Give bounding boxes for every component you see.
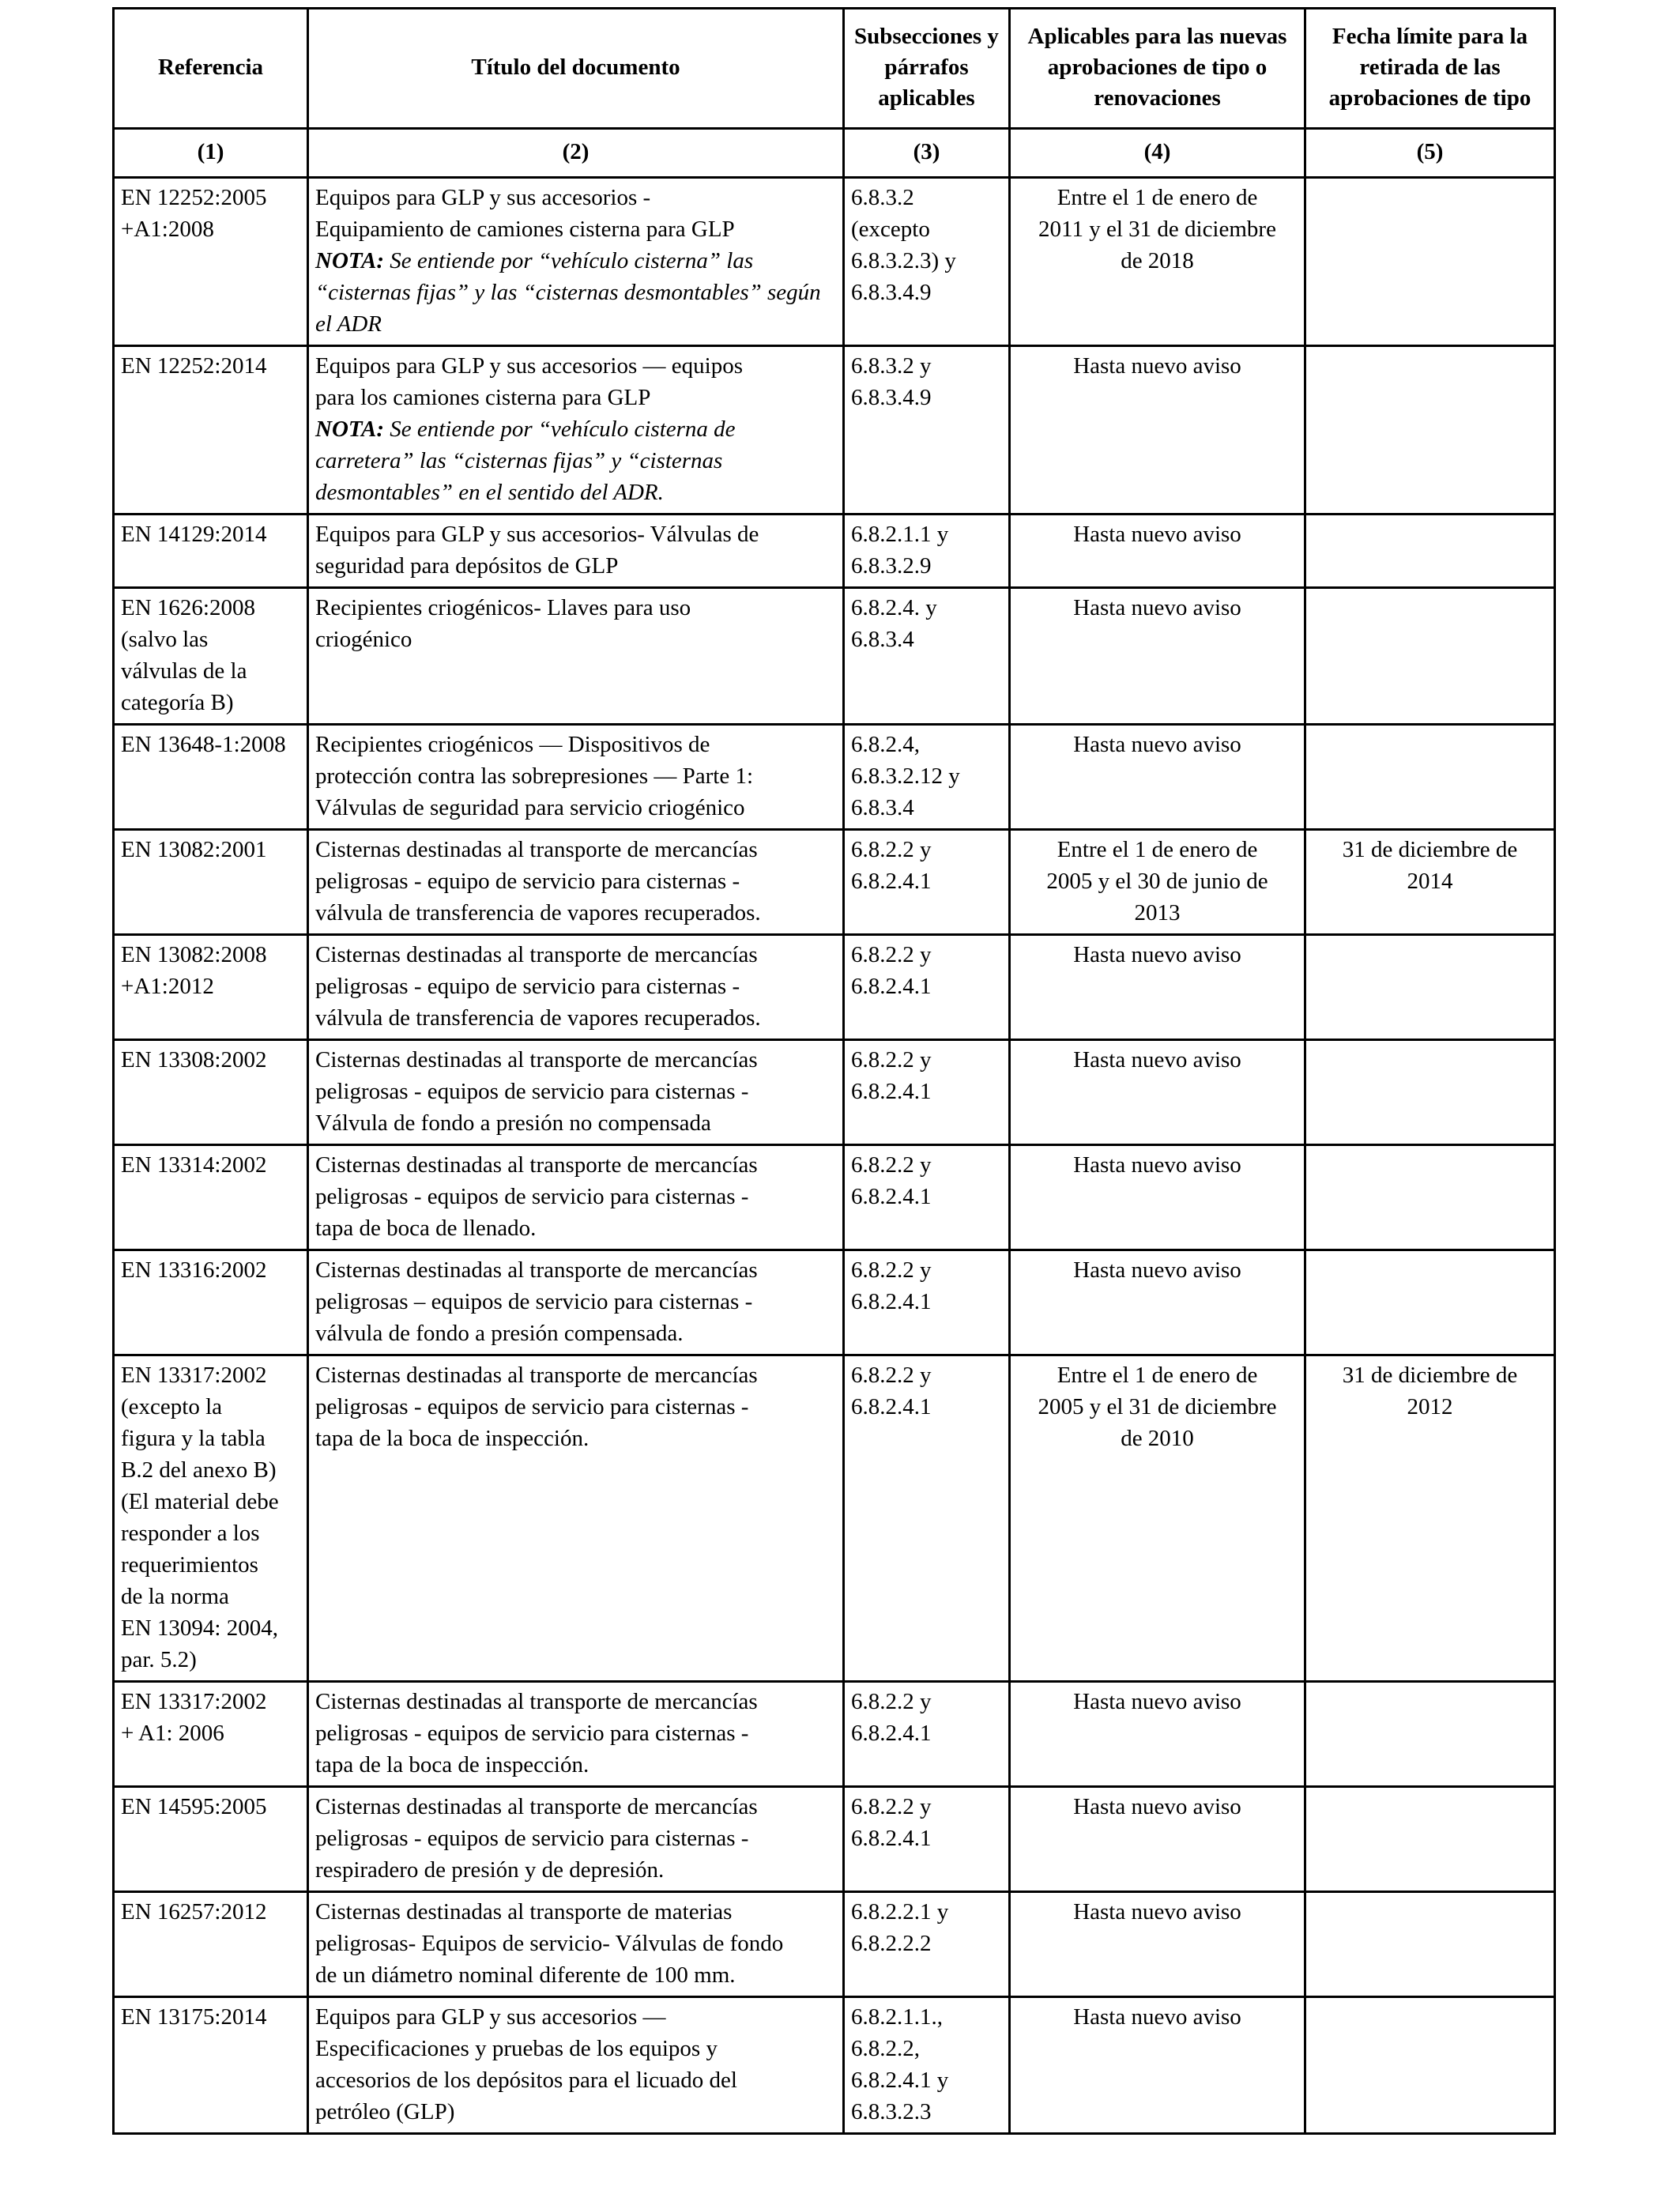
cell-line: Recipientes criogénicos- Llaves para uso (315, 595, 691, 620)
cell-line: 6.8.3.2.9 (851, 553, 932, 579)
cell-line: Equipamiento de camiones cisterna para GLP (315, 217, 735, 242)
document-title-cell (308, 1892, 844, 1997)
cell-line: 6.8.3.4 (851, 627, 914, 652)
cell-line: respiradero de presión y de depresión. (315, 1857, 665, 1883)
table-row (114, 1250, 1555, 1355)
cell-line: Equipos para GLP y sus accesorios- Válvulas de (315, 522, 759, 547)
reference-cell (114, 830, 308, 935)
applicable-cell (1010, 1040, 1305, 1145)
note-body: Se entiende por “vehículo cisterna” las “cisternas fijas” y las “cisternas desmontables” según el ADR (315, 248, 821, 337)
table-row (114, 1892, 1555, 1997)
document-title-cell (308, 588, 844, 725)
cell-line: válvula de transferencia de vapores recuperados. (315, 1005, 761, 1031)
deadline-cell (1305, 1682, 1555, 1787)
column-number-3: (3) (844, 129, 1010, 178)
cell-line: Cisternas destinadas al transporte de mercancías (315, 1047, 758, 1072)
table-body (114, 178, 1555, 2134)
cell-line: Cisternas destinadas al transporte de materias (315, 1899, 733, 1924)
cell-line: peligrosas - equipos de servicio para cisternas - (315, 1394, 749, 1419)
applicable-cell (1010, 346, 1305, 515)
cell-line: +A1:2008 (121, 217, 214, 242)
cell-line: EN 14129:2014 (121, 522, 267, 547)
subsections-cell (844, 346, 1010, 515)
document-title-cell (308, 830, 844, 935)
document-title-cell (308, 1040, 844, 1145)
cell-line: Entre el 1 de enero de (1057, 185, 1258, 210)
deadline-cell (1305, 1997, 1555, 2134)
cell-line: tapa de la boca de inspección. (315, 1426, 590, 1451)
cell-line: 6.8.3.4 (851, 795, 914, 820)
cell-line: 31 de diciembre de (1342, 837, 1518, 862)
applicable-cell (1010, 515, 1305, 588)
cell-line: Cisternas destinadas al transporte de mercancías (315, 837, 758, 862)
cell-line: 6.8.2.2, (851, 2036, 920, 2061)
table-row (114, 935, 1555, 1040)
cell-line: EN 13082:2008 (121, 942, 267, 967)
deadline-cell (1305, 725, 1555, 830)
column-number-2: (2) (308, 129, 844, 178)
cell-line: 2012 (1407, 1394, 1453, 1419)
cell-line: Hasta nuevo aviso (1073, 1152, 1241, 1178)
cell-line: 2005 y el 31 de diciembre (1038, 1394, 1277, 1419)
cell-line: EN 13648-1:2008 (121, 732, 286, 757)
table-row (114, 1682, 1555, 1787)
cell-line: 6.8.2.4. y (851, 595, 937, 620)
header-document-title: Título del documento (308, 9, 844, 129)
applicable-cell (1010, 830, 1305, 935)
subsections-cell (844, 1145, 1010, 1250)
cell-line: 6.8.2.4.1 (851, 1184, 932, 1209)
cell-line: Cisternas destinadas al transporte de mercancías (315, 942, 758, 967)
subsections-cell (844, 588, 1010, 725)
column-number-1: (1) (114, 129, 308, 178)
table-row (114, 1355, 1555, 1682)
cell-line: EN 13175:2014 (121, 2004, 267, 2030)
subsections-cell (844, 1787, 1010, 1892)
reference-cell (114, 515, 308, 588)
cell-line: Cisternas destinadas al transporte de mercancías (315, 1363, 758, 1388)
cell-line: 6.8.2.4.1 (851, 1079, 932, 1104)
subsections-cell (844, 1892, 1010, 1997)
table-row (114, 1787, 1555, 1892)
document-title-cell (308, 178, 844, 346)
deadline-cell (1305, 1145, 1555, 1250)
table-row (114, 1997, 1555, 2134)
cell-line: Equipos para GLP y sus accesorios - (315, 185, 651, 210)
cell-line: 6.8.3.4.9 (851, 280, 932, 305)
applicable-cell (1010, 1355, 1305, 1682)
cell-line: Entre el 1 de enero de (1057, 837, 1258, 862)
cell-line: 6.8.2.4.1 (851, 1289, 932, 1314)
cell-line: 2011 y el 31 de diciembre (1038, 217, 1276, 242)
reference-cell (114, 1892, 308, 1997)
deadline-cell (1305, 1787, 1555, 1892)
header-applicable: Aplicables para las nuevas aprobaciones de tipo o renovaciones (1010, 9, 1305, 129)
cell-line: 6.8.2.2 y (851, 1794, 932, 1819)
reference-cell (114, 1682, 308, 1787)
applicable-cell (1010, 935, 1305, 1040)
cell-line: 6.8.2.4, (851, 732, 920, 757)
cell-line: 6.8.2.4.1 y (851, 2068, 949, 2093)
document-title-cell (308, 1145, 844, 1250)
cell-line: Válvula de fondo a presión no compensada (315, 1110, 711, 1136)
table-row (114, 515, 1555, 588)
cell-line: EN 13082:2001 (121, 837, 267, 862)
standards-table (112, 7, 1556, 2135)
cell-line: de 2010 (1121, 1426, 1194, 1451)
table-row (114, 588, 1555, 725)
reference-cell (114, 1145, 308, 1250)
note-text (315, 245, 836, 340)
cell-line: válvulas de la (121, 658, 247, 684)
header-reference: Referencia (114, 9, 308, 129)
cell-line: figura y la tabla (121, 1426, 266, 1451)
cell-line: 6.8.2.2 y (851, 1047, 932, 1072)
cell-line: 6.8.2.4.1 (851, 1826, 932, 1851)
reference-cell (114, 178, 308, 346)
cell-line: peligrosas - equipos de servicio para cisternas - (315, 1721, 749, 1746)
cell-line: EN 13317:2002 (121, 1689, 267, 1714)
cell-line: de un diámetro nominal diferente de 100 mm. (315, 1962, 736, 1988)
document-title-cell (308, 515, 844, 588)
cell-line: par. 5.2) (121, 1647, 197, 1672)
cell-line: 6.8.2.1.1 y (851, 522, 949, 547)
reference-cell (114, 1040, 308, 1145)
cell-line: petróleo (GLP) (315, 2099, 455, 2124)
applicable-cell (1010, 1892, 1305, 1997)
applicable-cell (1010, 1787, 1305, 1892)
column-number-5: (5) (1305, 129, 1555, 178)
note-body: Se entiende por “vehículo cisterna de carretera” las “cisternas fijas” y “cisternas desmontables” en el sentido del ADR. (315, 417, 736, 505)
reference-cell (114, 588, 308, 725)
document-title-cell (308, 725, 844, 830)
subsections-cell (844, 1997, 1010, 2134)
cell-line: 6.8.2.2 y (851, 1257, 932, 1283)
cell-line: tapa de la boca de inspección. (315, 1752, 590, 1777)
cell-line: EN 13314:2002 (121, 1152, 267, 1178)
cell-line: tapa de boca de llenado. (315, 1216, 537, 1241)
header-deadline: Fecha límite para la retirada de las aprobaciones de tipo (1305, 9, 1555, 129)
cell-line: EN 12252:2014 (121, 353, 267, 379)
cell-line: 6.8.2.4.1 (851, 869, 932, 894)
cell-line: EN 16257:2012 (121, 1899, 267, 1924)
cell-line: Hasta nuevo aviso (1073, 522, 1241, 547)
cell-line: 6.8.2.2.1 y (851, 1899, 949, 1924)
document-title-cell (308, 346, 844, 515)
subsections-cell (844, 1040, 1010, 1145)
reference-cell (114, 1250, 308, 1355)
cell-line: 6.8.3.2 (851, 185, 914, 210)
deadline-cell (1305, 1355, 1555, 1682)
table-row (114, 830, 1555, 935)
cell-line: (El material debe (121, 1489, 279, 1514)
document-title-cell (308, 1997, 844, 2134)
cell-line: Hasta nuevo aviso (1073, 595, 1241, 620)
cell-line: responder a los (121, 1521, 260, 1546)
reference-cell (114, 725, 308, 830)
deadline-cell (1305, 935, 1555, 1040)
cell-line: accesorios de los depósitos para el licuado del (315, 2068, 737, 2093)
cell-line: 6.8.2.4.1 (851, 1394, 932, 1419)
cell-line: Entre el 1 de enero de (1057, 1363, 1258, 1388)
cell-line: EN 13094: 2004, (121, 1615, 278, 1641)
subsections-cell (844, 725, 1010, 830)
subsections-cell (844, 1250, 1010, 1355)
deadline-cell (1305, 830, 1555, 935)
cell-line: 6.8.3.2.3 (851, 2099, 932, 2124)
cell-line: Equipos para GLP y sus accesorios — equipos (315, 353, 743, 379)
cell-line: Hasta nuevo aviso (1073, 1899, 1241, 1924)
cell-line: Hasta nuevo aviso (1073, 1794, 1241, 1819)
reference-cell (114, 1787, 308, 1892)
cell-line: 6.8.2.4.1 (851, 974, 932, 999)
cell-line: peligrosas - equipos de servicio para cisternas - (315, 1079, 749, 1104)
deadline-cell (1305, 346, 1555, 515)
applicable-cell (1010, 1145, 1305, 1250)
cell-line: Válvulas de seguridad para servicio criogénico (315, 795, 745, 820)
subsections-cell (844, 178, 1010, 346)
cell-line: Recipientes criogénicos — Dispositivos de (315, 732, 710, 757)
cell-line: peligrosas - equipo de servicio para cisternas - (315, 974, 740, 999)
cell-line: EN 14595:2005 (121, 1794, 267, 1819)
cell-line: 6.8.2.4.1 (851, 1721, 932, 1746)
deadline-cell (1305, 515, 1555, 588)
cell-line: 6.8.2.2 y (851, 1689, 932, 1714)
deadline-cell (1305, 1250, 1555, 1355)
deadline-cell (1305, 588, 1555, 725)
cell-line: peligrosas - equipos de servicio para cisternas - (315, 1826, 749, 1851)
cell-line: 6.8.2.2 y (851, 942, 932, 967)
table-row (114, 346, 1555, 515)
applicable-cell (1010, 588, 1305, 725)
note-text (315, 413, 836, 508)
cell-line: seguridad para depósitos de GLP (315, 553, 619, 579)
cell-line: +A1:2012 (121, 974, 214, 999)
cell-line: peligrosas- Equipos de servicio- Válvulas de fondo (315, 1931, 784, 1956)
table-row (114, 178, 1555, 346)
cell-line: EN 1626:2008 (121, 595, 255, 620)
column-number-row (114, 129, 1555, 178)
document-title-cell (308, 1787, 844, 1892)
cell-line: peligrosas – equipos de servicio para cisternas - (315, 1289, 753, 1314)
document-title-cell (308, 935, 844, 1040)
cell-line: Equipos para GLP y sus accesorios — (315, 2004, 666, 2030)
cell-line: + A1: 2006 (121, 1721, 224, 1746)
cell-line: 6.8.2.2 y (851, 1152, 932, 1178)
cell-line: EN 13316:2002 (121, 1257, 267, 1283)
cell-line: 6.8.2.2 y (851, 837, 932, 862)
deadline-cell (1305, 178, 1555, 346)
subsections-cell (844, 515, 1010, 588)
document-title-cell (308, 1250, 844, 1355)
table-row (114, 1040, 1555, 1145)
cell-line: de 2018 (1121, 248, 1194, 273)
document-title-cell (308, 1682, 844, 1787)
cell-line: 6.8.2.1.1., (851, 2004, 943, 2030)
subsections-cell (844, 935, 1010, 1040)
cell-line: Hasta nuevo aviso (1073, 353, 1241, 379)
cell-line: Cisternas destinadas al transporte de mercancías (315, 1689, 758, 1714)
applicable-cell (1010, 725, 1305, 830)
cell-line: Cisternas destinadas al transporte de mercancías (315, 1257, 758, 1283)
cell-line: (salvo las (121, 627, 209, 652)
cell-line: B.2 del anexo B) (121, 1457, 277, 1483)
cell-line: requerimientos (121, 1552, 258, 1578)
subsections-cell (844, 1355, 1010, 1682)
header-subsections: Subsecciones y párrafos aplicables (844, 9, 1010, 129)
cell-line: (excepto la (121, 1394, 223, 1419)
column-number-4: (4) (1010, 129, 1305, 178)
note-label: NOTA: (315, 248, 384, 273)
cell-line: EN 13317:2002 (121, 1363, 267, 1388)
deadline-cell (1305, 1040, 1555, 1145)
cell-line: 6.8.3.2.3) y (851, 248, 956, 273)
table-row (114, 1145, 1555, 1250)
reference-cell (114, 346, 308, 515)
cell-line: 2013 (1134, 900, 1181, 925)
table-row (114, 725, 1555, 830)
reference-cell (114, 1355, 308, 1682)
cell-line: peligrosas - equipos de servicio para cisternas - (315, 1184, 749, 1209)
cell-line: 6.8.3.4.9 (851, 385, 932, 410)
cell-line: 2014 (1407, 869, 1453, 894)
note-label: NOTA: (315, 417, 384, 442)
cell-line: Cisternas destinadas al transporte de mercancías (315, 1152, 758, 1178)
cell-line: peligrosas - equipo de servicio para cisternas - (315, 869, 740, 894)
cell-line: válvula de fondo a presión compensada. (315, 1321, 684, 1346)
cell-line: EN 13308:2002 (121, 1047, 267, 1072)
cell-line: Hasta nuevo aviso (1073, 942, 1241, 967)
applicable-cell (1010, 1682, 1305, 1787)
cell-line: Hasta nuevo aviso (1073, 1689, 1241, 1714)
cell-line: EN 12252:2005 (121, 185, 267, 210)
subsections-cell (844, 1682, 1010, 1787)
reference-cell (114, 1997, 308, 2134)
cell-line: 6.8.3.2 y (851, 353, 932, 379)
cell-line: 6.8.3.2.12 y (851, 763, 960, 789)
cell-line: Especificaciones y pruebas de los equipos y (315, 2036, 718, 2061)
cell-line: de la norma (121, 1584, 229, 1609)
reference-cell (114, 935, 308, 1040)
cell-line: 6.8.2.2.2 (851, 1931, 932, 1956)
cell-line: válvula de transferencia de vapores recuperados. (315, 900, 761, 925)
cell-line: Hasta nuevo aviso (1073, 2004, 1241, 2030)
cell-line: Hasta nuevo aviso (1073, 1047, 1241, 1072)
cell-line: 2005 y el 30 de junio de (1046, 869, 1268, 894)
cell-line: Hasta nuevo aviso (1073, 732, 1241, 757)
document-title-cell (308, 1355, 844, 1682)
applicable-cell (1010, 178, 1305, 346)
cell-line: para los camiones cisterna para GLP (315, 385, 651, 410)
cell-line: criogénico (315, 627, 412, 652)
header-row (114, 9, 1555, 129)
cell-line: 6.8.2.2 y (851, 1363, 932, 1388)
cell-line: (excepto (851, 217, 930, 242)
applicable-cell (1010, 1250, 1305, 1355)
cell-line: Hasta nuevo aviso (1073, 1257, 1241, 1283)
cell-line: 31 de diciembre de (1342, 1363, 1518, 1388)
deadline-cell (1305, 1892, 1555, 1997)
subsections-cell (844, 830, 1010, 935)
cell-line: Cisternas destinadas al transporte de mercancías (315, 1794, 758, 1819)
cell-line: protección contra las sobrepresiones — Parte 1: (315, 763, 754, 789)
cell-line: categoría B) (121, 690, 234, 715)
applicable-cell (1010, 1997, 1305, 2134)
